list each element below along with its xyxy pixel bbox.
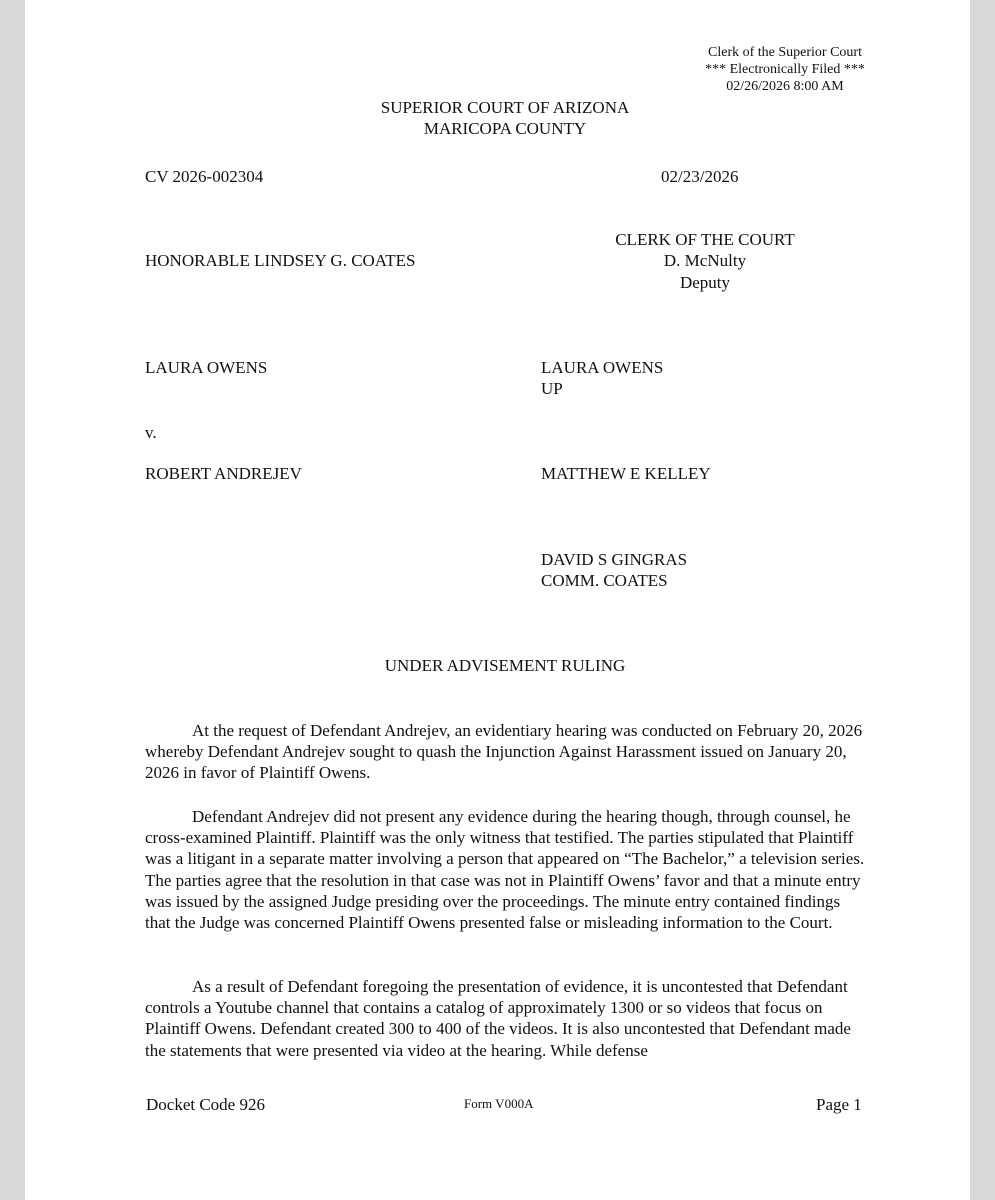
court-name: SUPERIOR COURT OF ARIZONA bbox=[380, 98, 630, 117]
docket-code: Docket Code 926 bbox=[146, 1095, 265, 1114]
document-page bbox=[25, 0, 970, 1200]
defendant-counsel: MATTHEW E KELLEY bbox=[541, 464, 711, 483]
plaintiff-counsel: LAURA OWENS bbox=[541, 358, 664, 377]
court-county: MARICOPA COUNTY bbox=[423, 119, 587, 138]
defendant-name: ROBERT ANDREJEV bbox=[145, 464, 302, 483]
clerk-role: Deputy bbox=[679, 273, 731, 292]
versus: v. bbox=[145, 423, 157, 442]
ruling-paragraph-1: At the request of Defendant Andrejev, an evidentiary hearing was conducted on February 20, 2026 whereby Defendant Andrejev sought to quash the Injunction Against Harassment issued on January 20, 2026 in favor of Plaintiff Owens. bbox=[145, 721, 863, 783]
stamp-line-clerk: Clerk of the Superior Court bbox=[708, 45, 862, 60]
ruling-paragraph-2: Defendant Andrejev did not present any evidence during the hearing though, through counsel, he cross-examined Plaintiff. Plaintiff was the only witness that testified. The parties stipulated that Plaintiff was a litigant in a separate matter involving a person that appeared on “The Bachelor,” a television series. The parties agree that the resolution in that case was not in Plaintiff Owens’ favor and that a minute entry was issued by the assigned Judge presiding over the proceedings. The minute entry contained findings that the Judge was concerned Plaintiff Owens presented false or misleading information to the Court. bbox=[145, 807, 865, 933]
clerk-title: CLERK OF THE COURT bbox=[615, 230, 795, 249]
stamp-line-filed: *** Electronically Filed *** bbox=[705, 62, 865, 77]
judge-name: HONORABLE LINDSEY G. COATES bbox=[145, 251, 416, 270]
clerk-name: D. McNulty bbox=[663, 251, 747, 270]
plaintiff-name: LAURA OWENS bbox=[145, 358, 268, 377]
filing-stamp bbox=[645, 44, 925, 95]
ruling-title: UNDER ADVISEMENT RULING bbox=[384, 656, 626, 675]
copy-recipient-1: DAVID S GINGRAS bbox=[541, 550, 688, 569]
case-number: CV 2026-002304 bbox=[145, 167, 264, 186]
plaintiff-counsel-note: UP bbox=[541, 379, 563, 398]
page-number: Page 1 bbox=[816, 1095, 862, 1114]
copy-recipient-2: COMM. COATES bbox=[541, 571, 668, 590]
ruling-date: 02/23/2026 bbox=[661, 167, 739, 186]
form-number: Form V000A bbox=[464, 1096, 534, 1111]
stamp-line-datetime: 02/26/2026 8:00 AM bbox=[726, 79, 844, 94]
ruling-paragraph-3: As a result of Defendant foregoing the presentation of evidence, it is uncontested that Defendant controls a Youtube channel that contains a catalog of approximately 1300 or so videos that focus on Plaintiff Owens. Defendant created 300 to 400 of the videos. It is also uncontested that Defendant made the statements that were presented via video at the hearing. While defense bbox=[145, 977, 851, 1060]
